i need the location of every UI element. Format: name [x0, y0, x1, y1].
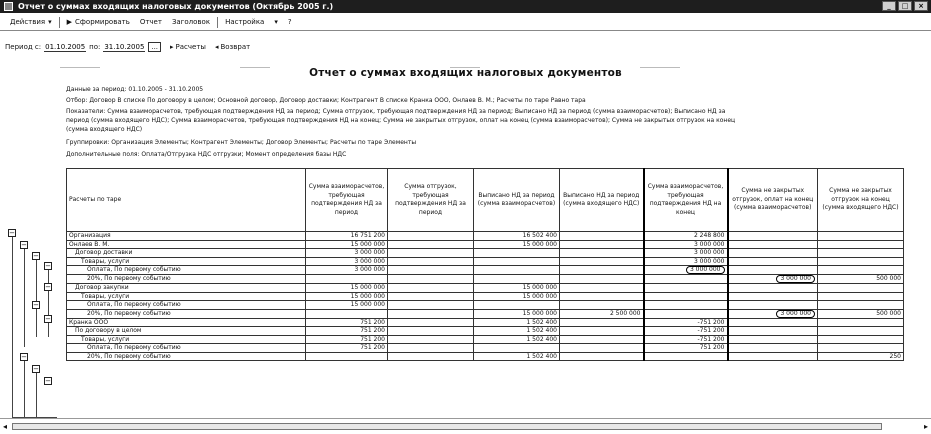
table-cell[interactable]: 15 000 000: [474, 292, 560, 301]
back-button-label: Возврат: [220, 43, 251, 51]
table-cell[interactable]: [728, 327, 818, 336]
period-from-label: Период с:: [5, 43, 42, 51]
collapse-toggle[interactable]: −: [33, 365, 39, 373]
report-button[interactable]: [135, 17, 167, 27]
period-to-input[interactable]: [103, 42, 145, 52]
table-cell[interactable]: [728, 249, 818, 258]
table-cell[interactable]: [818, 335, 904, 344]
table-cell[interactable]: [560, 240, 644, 249]
row-label[interactable]: Оплата, По первому событию: [67, 266, 306, 275]
arrow-left-icon: ◂: [214, 43, 219, 51]
collapse-toggle[interactable]: −: [45, 262, 51, 270]
table-cell[interactable]: [728, 352, 818, 361]
period-select-button[interactable]: ...: [148, 42, 161, 52]
table-cell[interactable]: [306, 352, 388, 361]
row-label[interactable]: Оплата, По первому событию: [67, 344, 306, 353]
table-cell[interactable]: [560, 266, 644, 275]
report-groupings-line: Группировки: Организация Элементы; Контрагент Элементы; Договор Элементы; Расчеты по таре Элементы: [66, 139, 417, 146]
table-row[interactable]: [67, 292, 904, 301]
table-cell[interactable]: 751 200: [306, 318, 388, 327]
chevron-down-icon: ▾: [274, 18, 278, 26]
table-cell[interactable]: [388, 327, 474, 336]
grouping-outline: [4, 225, 62, 417]
report-filter-line: Отбор: Договор В списке По договору в целом; Основной договор, Договор доставки; Контрагент В списке Кранка ООО, Онлаев В. М.; Расчеты по таре Равно тара: [66, 97, 586, 104]
collapse-toggle[interactable]: −: [45, 377, 51, 385]
outline-line: [24, 360, 25, 418]
table-cell[interactable]: 3 000 000: [644, 240, 728, 249]
app-icon: [4, 2, 13, 11]
row-label[interactable]: Договор закупки: [67, 284, 306, 293]
table-cell[interactable]: [728, 275, 818, 284]
row-label[interactable]: Кранка ООО: [67, 318, 306, 327]
outline-line: [36, 257, 37, 337]
table-cell[interactable]: [818, 318, 904, 327]
horizontal-scrollbar[interactable]: [0, 418, 931, 434]
table-cell[interactable]: 1 502 400: [474, 352, 560, 361]
table-row[interactable]: [67, 232, 904, 241]
table-cell[interactable]: [728, 344, 818, 353]
table-cell[interactable]: [818, 327, 904, 336]
table-cell[interactable]: [644, 266, 728, 275]
table-cell[interactable]: [388, 266, 474, 275]
outline-line: [48, 267, 49, 337]
table-cell[interactable]: [474, 344, 560, 353]
report-button-label: Отчет: [139, 18, 162, 26]
table-cell[interactable]: 751 200: [306, 327, 388, 336]
table-row[interactable]: [67, 257, 904, 266]
table-cell[interactable]: [560, 275, 644, 284]
table-cell[interactable]: [388, 309, 474, 318]
column-header: Сумма не закрытых отгрузок на конец (сумма входящего НДС): [818, 169, 904, 232]
table-cell[interactable]: [728, 335, 818, 344]
table-cell[interactable]: 500 000: [818, 275, 904, 284]
table-cell[interactable]: [728, 257, 818, 266]
actions-menu-label: Действия: [10, 18, 46, 26]
calc-button[interactable]: [170, 43, 206, 51]
highlighted-value: 3 000 000: [776, 275, 815, 283]
highlighted-value: 3 000 000: [776, 310, 815, 318]
table-cell[interactable]: [818, 266, 904, 275]
table-cell[interactable]: [560, 352, 644, 361]
table-cell[interactable]: [388, 249, 474, 258]
table-cell[interactable]: [560, 318, 644, 327]
table-header-row: [67, 169, 904, 232]
scroll-right-arrow-icon[interactable]: ▸: [923, 422, 928, 431]
table-cell[interactable]: 15 000 000: [306, 292, 388, 301]
table-cell[interactable]: [728, 240, 818, 249]
play-icon: ▶: [66, 18, 73, 26]
table-row[interactable]: [67, 335, 904, 344]
generate-button-label: Сформировать: [75, 18, 130, 26]
collapse-toggle[interactable]: −: [45, 315, 51, 323]
report-extra-fields-line: Дополнительные поля: Оплата/Отгрузка НДС отгрузки; Момент определения базы НДС: [66, 151, 347, 158]
calc-button-label: Расчеты: [175, 43, 206, 51]
row-label[interactable]: По договору в целом: [67, 327, 306, 336]
back-button[interactable]: [215, 43, 250, 51]
table-cell[interactable]: 1 502 400: [474, 327, 560, 336]
row-label[interactable]: 20%, По первому событию: [67, 275, 306, 284]
table-cell[interactable]: [818, 249, 904, 258]
table-cell[interactable]: [728, 266, 818, 275]
report-indicators-line: период (сумма входящего НДС); Сумма взаиморасчетов, требующая подтверждения НД на конец; Сумма не закрытых отгрузок, оплат на конец (сумма взаиморасчетов); Сумма не закрытых отгрузок на конец: [66, 117, 736, 124]
table-cell[interactable]: 2 500 000: [560, 309, 644, 318]
table-cell[interactable]: [728, 309, 818, 318]
table-row[interactable]: [67, 266, 904, 275]
row-label[interactable]: Товары, услуги: [67, 292, 306, 301]
table-cell[interactable]: [818, 240, 904, 249]
table-cell[interactable]: [728, 292, 818, 301]
row-label[interactable]: Онлаев В. М.: [67, 240, 306, 249]
period-from-input[interactable]: [44, 42, 86, 52]
table-cell[interactable]: 2 248 800: [644, 232, 728, 241]
table-cell[interactable]: [474, 301, 560, 310]
column-header: Сумма взаиморасчетов, требующая подтверждения НД за период: [306, 169, 388, 232]
table-cell[interactable]: 3 000 000: [644, 249, 728, 258]
outline-line: [12, 233, 13, 418]
help-button[interactable]: [283, 17, 297, 27]
table-cell[interactable]: [560, 284, 644, 293]
table-cell[interactable]: [560, 301, 644, 310]
table-cell[interactable]: 16 751 200: [306, 232, 388, 241]
arrow-right-icon: ▸: [170, 43, 174, 51]
table-row[interactable]: [67, 309, 904, 318]
table-cell[interactable]: [818, 257, 904, 266]
table-row[interactable]: [67, 240, 904, 249]
table-cell[interactable]: [818, 284, 904, 293]
table-cell[interactable]: [388, 344, 474, 353]
table-cell[interactable]: [388, 352, 474, 361]
minimize-button[interactable]: _: [882, 1, 896, 11]
close-button[interactable]: ×: [914, 1, 928, 11]
table-cell[interactable]: [388, 275, 474, 284]
row-label[interactable]: Договор доставки: [67, 249, 306, 258]
table-cell[interactable]: 15 000 000: [474, 309, 560, 318]
collapse-toggle[interactable]: −: [33, 252, 39, 260]
table-cell[interactable]: [818, 344, 904, 353]
column-header: Расчеты по таре: [67, 169, 306, 232]
column-header: Сумма отгрузок, требующая подтверждения НД за период: [388, 169, 474, 232]
table-cell[interactable]: 751 200: [306, 344, 388, 353]
table-cell[interactable]: 16 502 400: [474, 232, 560, 241]
table-cell[interactable]: [474, 249, 560, 258]
table-cell[interactable]: [388, 292, 474, 301]
table-row[interactable]: [67, 327, 904, 336]
row-label[interactable]: 20%, По первому событию: [67, 309, 306, 318]
table-cell[interactable]: [560, 292, 644, 301]
table-cell[interactable]: -751 200: [644, 327, 728, 336]
row-label[interactable]: Оплата, По первому событию: [67, 301, 306, 310]
report-table-body: [67, 232, 904, 361]
table-cell[interactable]: [644, 309, 728, 318]
report-title: Отчет о суммах входящих налоговых документов: [309, 67, 622, 79]
table-row[interactable]: [67, 318, 904, 327]
table-cell[interactable]: [818, 232, 904, 241]
column-header: Выписано НД за период (сумма входящего НДС): [560, 169, 644, 232]
table-cell[interactable]: [728, 318, 818, 327]
table-cell[interactable]: -751 200: [644, 318, 728, 327]
row-label[interactable]: Организация: [67, 232, 306, 241]
table-cell[interactable]: 751 200: [644, 344, 728, 353]
table-cell[interactable]: 3 000 000: [306, 249, 388, 258]
table-cell[interactable]: 1 502 400: [474, 318, 560, 327]
table-cell[interactable]: [560, 327, 644, 336]
table-cell[interactable]: [388, 232, 474, 241]
table-row[interactable]: [67, 284, 904, 293]
table-cell[interactable]: [388, 240, 474, 249]
table-cell[interactable]: [818, 292, 904, 301]
table-cell[interactable]: [560, 257, 644, 266]
window-titlebar: [0, 0, 931, 13]
toolbar-separator: [59, 17, 60, 28]
table-cell[interactable]: 15 000 000: [306, 284, 388, 293]
table-cell[interactable]: [644, 301, 728, 310]
table-cell[interactable]: 15 000 000: [474, 240, 560, 249]
collapse-toggle[interactable]: −: [33, 301, 39, 309]
row-label[interactable]: Товары, услуги: [67, 257, 306, 266]
outline-line: [24, 247, 25, 347]
table-cell[interactable]: [474, 275, 560, 284]
table-cell[interactable]: 15 000 000: [474, 284, 560, 293]
period-parameters: [0, 38, 931, 56]
table-cell[interactable]: [560, 232, 644, 241]
chevron-down-icon: ▾: [48, 18, 52, 26]
window-title: Отчет о суммах входящих налоговых документов (Октябрь 2005 г.): [18, 2, 334, 11]
row-label[interactable]: 20%, По первому событию: [67, 352, 306, 361]
table-cell[interactable]: [644, 292, 728, 301]
table-cell[interactable]: [388, 284, 474, 293]
table-cell[interactable]: [474, 266, 560, 275]
table-row[interactable]: [67, 275, 904, 284]
scrollbar-thumb[interactable]: [12, 423, 882, 430]
toolbar-separator: [217, 17, 218, 28]
table-cell[interactable]: -751 200: [644, 335, 728, 344]
table-cell[interactable]: 250: [818, 352, 904, 361]
table-row[interactable]: [67, 352, 904, 361]
dropdown-arrow[interactable]: [269, 17, 283, 27]
table-cell[interactable]: [728, 284, 818, 293]
row-label[interactable]: Товары, услуги: [67, 335, 306, 344]
actions-menu[interactable]: [5, 17, 57, 27]
header-button-label: Заголовок: [171, 18, 211, 26]
table-cell[interactable]: [388, 318, 474, 327]
report-period-line: Данные за период: 01.10.2005 - 31.10.2005: [66, 86, 204, 93]
report-table: [66, 168, 904, 361]
collapse-toggle[interactable]: −: [45, 283, 51, 291]
table-cell[interactable]: 1 502 400: [474, 335, 560, 344]
table-cell[interactable]: 15 000 000: [306, 301, 388, 310]
table-cell[interactable]: [306, 309, 388, 318]
scroll-left-arrow-icon[interactable]: ◂: [2, 422, 7, 431]
table-row[interactable]: [67, 249, 904, 258]
table-cell[interactable]: 3 000 000: [306, 257, 388, 266]
table-row[interactable]: [67, 344, 904, 353]
settings-button-label: Настройка: [225, 18, 265, 26]
collapse-toggle[interactable]: −: [9, 229, 15, 237]
collapse-toggle[interactable]: −: [21, 241, 27, 249]
report-indicators-line: Показатели: Сумма взаиморасчетов, требующая подтверждения НД за период; Сумма отгрузок, требующая подтверждения НД за период; Выписано НД за период (сумма взаиморасчетов); Выписано НД за: [66, 108, 726, 115]
table-cell[interactable]: 3 000 000: [306, 266, 388, 275]
table-cell[interactable]: [728, 301, 818, 310]
table-cell[interactable]: [306, 275, 388, 284]
help-button-label: ?: [287, 18, 292, 26]
table-cell[interactable]: [644, 284, 728, 293]
generate-button[interactable]: [62, 17, 135, 27]
table-cell[interactable]: 500 000: [818, 309, 904, 318]
header-button[interactable]: [167, 17, 215, 27]
table-cell[interactable]: [560, 335, 644, 344]
maximize-button[interactable]: □: [898, 1, 912, 11]
table-cell[interactable]: [388, 335, 474, 344]
settings-button[interactable]: [220, 17, 269, 27]
table-cell[interactable]: [388, 257, 474, 266]
table-cell[interactable]: [728, 232, 818, 241]
period-to-label: по:: [89, 43, 101, 51]
scrollbar-track[interactable]: [10, 422, 921, 431]
report-indicators-line: (сумма входящего НДС): [66, 126, 143, 133]
table-cell[interactable]: [474, 257, 560, 266]
collapse-toggle[interactable]: −: [21, 353, 27, 361]
table-cell[interactable]: 3 000 000: [644, 257, 728, 266]
column-header: Выписано НД за период (сумма взаиморасчетов): [474, 169, 560, 232]
table-cell[interactable]: [644, 275, 728, 284]
outline-line: [36, 373, 37, 418]
table-cell[interactable]: [560, 344, 644, 353]
table-cell[interactable]: [388, 301, 474, 310]
table-cell[interactable]: [818, 301, 904, 310]
table-cell[interactable]: 15 000 000: [306, 240, 388, 249]
window-controls: [882, 1, 928, 11]
table-cell[interactable]: [560, 249, 644, 258]
table-cell[interactable]: 751 200: [306, 335, 388, 344]
highlighted-value: 3 000 000: [686, 266, 725, 274]
table-row[interactable]: [67, 301, 904, 310]
toolbar: [0, 14, 931, 31]
column-header: Сумма взаиморасчетов, требующая подтверждения НД на конец: [644, 169, 728, 232]
column-header: Сумма не закрытых отгрузок, оплат на конец (сумма взаиморасчетов): [728, 169, 818, 232]
table-cell[interactable]: [644, 352, 728, 361]
